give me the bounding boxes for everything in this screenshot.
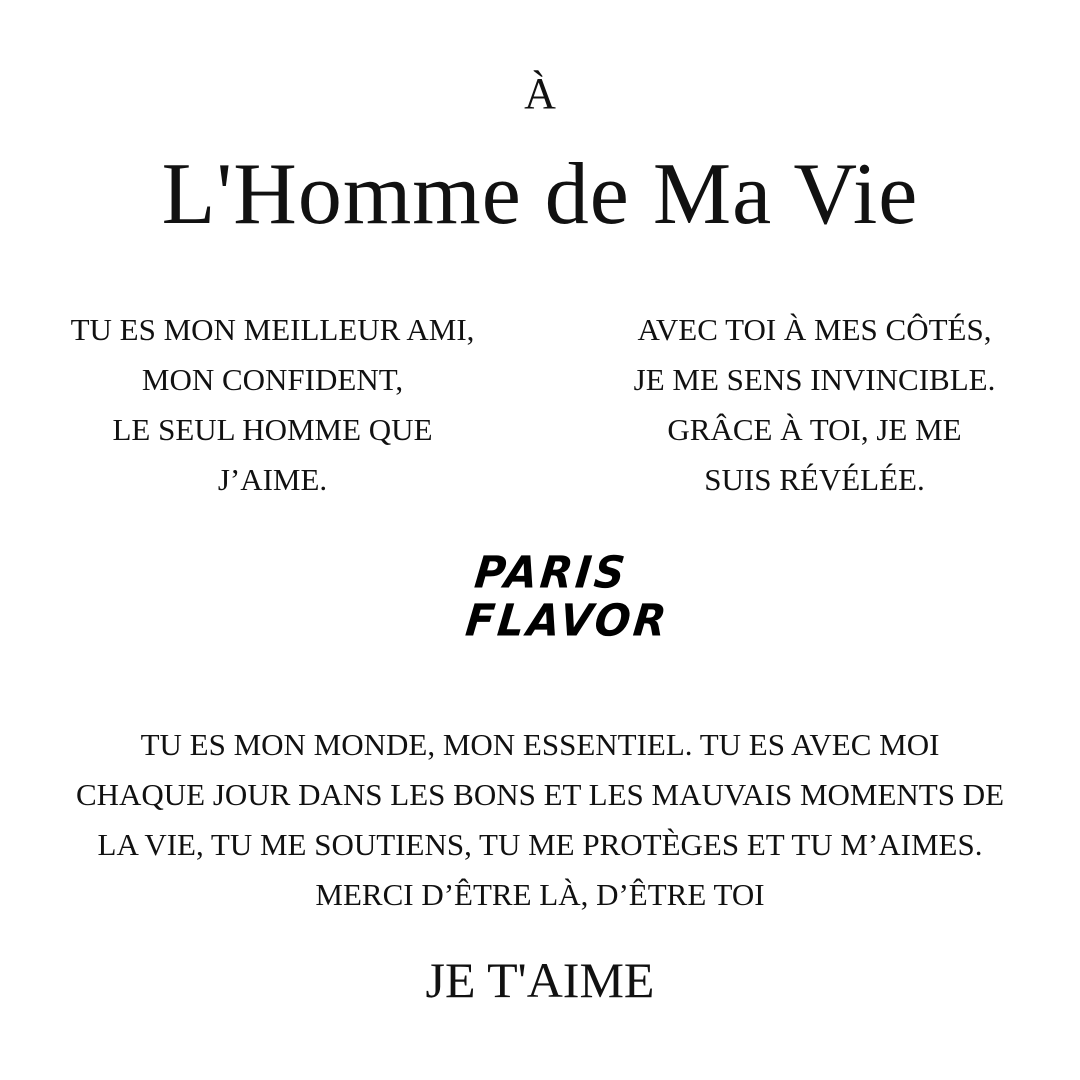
left-verse-line: TU ES MON MEILLEUR AMI, bbox=[70, 312, 475, 347]
right-verse-line: SUIS RÉVÉLÉE. bbox=[704, 462, 925, 497]
left-verse-line: J’AIME. bbox=[217, 462, 328, 497]
right-verse-line: GRÂCE À TOI, JE ME bbox=[667, 412, 962, 447]
left-verse-line: LE SEUL HOMME QUE bbox=[112, 412, 433, 447]
paragraph-line: MERCI D’ÊTRE LÀ, D’ÊTRE TOI bbox=[315, 877, 765, 912]
left-verse-line: MON CONFIDENT, bbox=[141, 362, 404, 397]
brand-logo-line2: FLAVOR bbox=[463, 594, 672, 647]
left-verse bbox=[30, 305, 515, 505]
right-verse-line: JE ME SENS INVINCIBLE. bbox=[633, 362, 996, 397]
paragraph-line: CHAQUE JOUR DANS LES BONS ET LES MAUVAIS MOMENTS DE bbox=[75, 777, 1005, 812]
right-verse-line: AVEC TOI À MES CÔTÉS, bbox=[637, 312, 992, 347]
right-verse bbox=[572, 305, 1057, 505]
brand-logo-line1: PARIS bbox=[472, 546, 631, 599]
paragraph-line: TU ES MON MONDE, MON ESSENTIEL. TU ES AVEC MOI bbox=[140, 727, 940, 762]
dedication-paragraph bbox=[0, 720, 1080, 920]
brand-logo bbox=[440, 546, 672, 658]
paragraph-line: LA VIE, TU ME SOUTIENS, TU ME PROTÈGES ET TU M’AIMES. bbox=[97, 827, 983, 862]
poster-title: L'Homme de Ma Vie bbox=[161, 146, 919, 243]
closing-line: JE T'AIME bbox=[425, 952, 655, 1008]
pre-title: À bbox=[524, 69, 556, 118]
